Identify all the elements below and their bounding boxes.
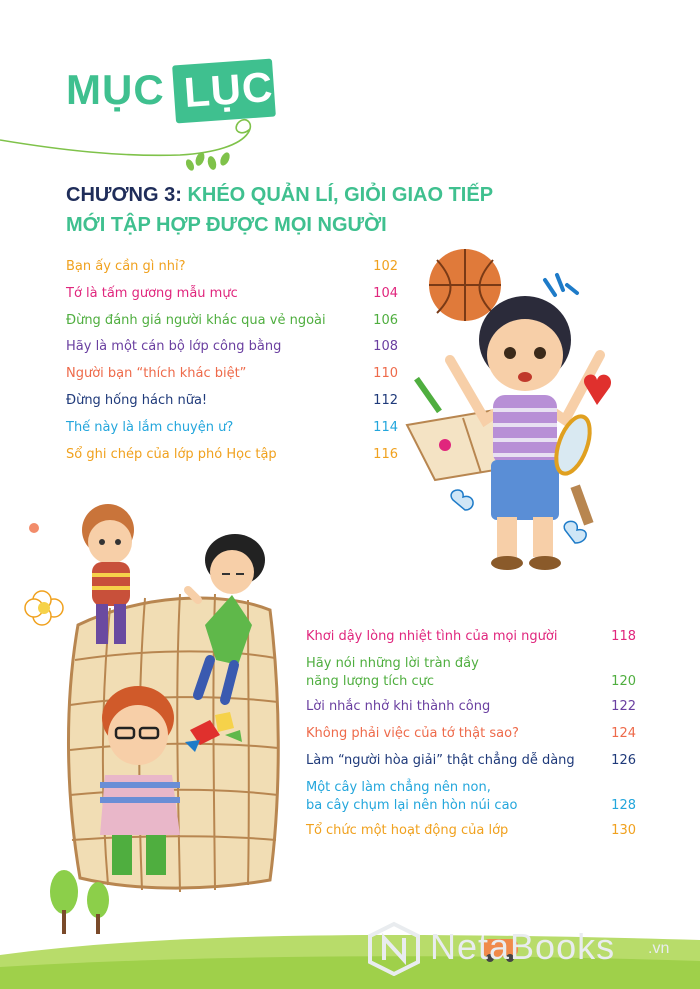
toc-entry-title-line: Tớ là tấm gương mẫu mực [66,285,238,301]
toc-entry[interactable] [66,446,398,464]
group-illustration [20,490,300,900]
toc-entry-page: 118 [611,629,636,644]
watermark-logo-icon [364,920,424,976]
toc-entry-title [306,752,596,770]
toc-entry-title [306,655,596,691]
toc-entry[interactable] [66,365,398,383]
toc-entry-page: 104 [373,285,398,301]
toc-entry-title-line: Hãy là một cán bộ lớp công bằng [66,339,282,355]
toc-entry[interactable] [306,725,636,743]
heading-word-luc: LỤC [182,62,275,117]
flower-decoration [25,591,63,625]
toc-entry[interactable] [66,312,398,330]
toc-entry-title [306,779,596,815]
toc-entry-title-line: Người bạn “thích khác biệt” [66,366,247,382]
toc-entry[interactable] [306,779,636,815]
toc-entry-title-line: Thế này là lắm chuyện ư? [66,419,234,435]
toc-entry-title-line: Đừng đánh giá người khác qua vẻ ngoài [66,312,326,328]
toc-entry-title [66,392,358,410]
watermark-brand: NetaBooks [430,926,616,967]
toc-entry-title [306,628,596,646]
toc-entry-title [66,365,358,383]
boy-illustration [405,245,615,585]
toc-entry-title-line: Sổ ghi chép của lớp phó Học tập [66,446,277,462]
toc-entry[interactable] [306,698,636,716]
toc-entry-page: 112 [373,393,398,408]
toc-entry[interactable] [306,752,636,770]
toc-entry-page: 130 [611,823,636,838]
toc-entry-title [306,725,596,743]
toc-entry-page: 128 [611,798,636,813]
toc-entry[interactable] [66,258,398,276]
toc-entry-page: 120 [611,674,636,689]
toc-entry[interactable] [306,628,636,646]
toc-entry-title [66,446,358,464]
chapter-heading [66,180,586,240]
toc-entry-title-line: Lời nhắc nhở khi thành công [306,699,491,714]
toc-entry-title [306,822,596,840]
toc-entry-page: 116 [373,446,398,462]
toc-entry-page: 114 [373,419,398,435]
toc-entry-title [66,419,358,437]
chapter-title-line1: KHÉO QUẢN LÍ, GIỎI GIAO TIẾP [187,184,494,206]
heading-word-muc: MỤC [66,66,165,113]
toc-entry-title [66,258,358,276]
toc-entry[interactable] [66,338,398,356]
toc-entry-title [66,338,358,356]
toc-entry-title [306,698,596,716]
toc-entry-title [66,312,358,330]
toc-entry-page: 106 [373,312,398,328]
toc-entry-title-line: Một cây làm chẳng nên non, [306,780,491,795]
toc-entry-page: 124 [611,726,636,741]
toc-entry-title [66,285,358,303]
chapter-label: CHƯƠNG 3: [66,184,182,206]
toc-entry-page: 108 [373,339,398,355]
toc-entry-title-line: Bạn ấy cần gì nhỉ? [66,259,186,274]
toc-entry-title-line: Đừng hống hách nữa! [66,393,208,408]
toc-entry-page: 110 [373,366,398,382]
toc-entry-page: 122 [611,699,636,714]
toc-entry-title-line: Khơi dậy lòng nhiệt tình của mọi người [306,629,558,644]
toc-entry[interactable] [66,419,398,437]
toc-entry-title-line: Không phải việc của tớ thật sao? [306,726,519,741]
toc-entry-page: 102 [373,259,398,274]
toc-entry-title-line: Tổ chức một hoạt động của lớp [306,823,509,838]
vine-decoration [0,115,270,175]
toc-entry-title-line: ba cây chụm lại nên hòn núi cao [306,798,518,813]
toc-entry-title-line: năng lượng tích cực [306,674,435,689]
toc-entry-title-line: Làm “người hòa giải” thật chẳng dễ dàng [306,753,575,768]
chapter-title-line2: MỚI TẬP HỢP ĐƯỢC MỌI NGƯỜI [66,214,387,236]
watermark-suffix: .vn [648,940,670,957]
toc-entry-page: 126 [611,753,636,768]
toc-entry[interactable] [306,655,636,691]
toc-entry[interactable] [66,285,398,303]
toc-entry[interactable] [66,392,398,410]
toc-entry[interactable] [306,822,636,840]
toc-entry-title-line: Hãy nói những lời tràn đầy [306,656,479,671]
